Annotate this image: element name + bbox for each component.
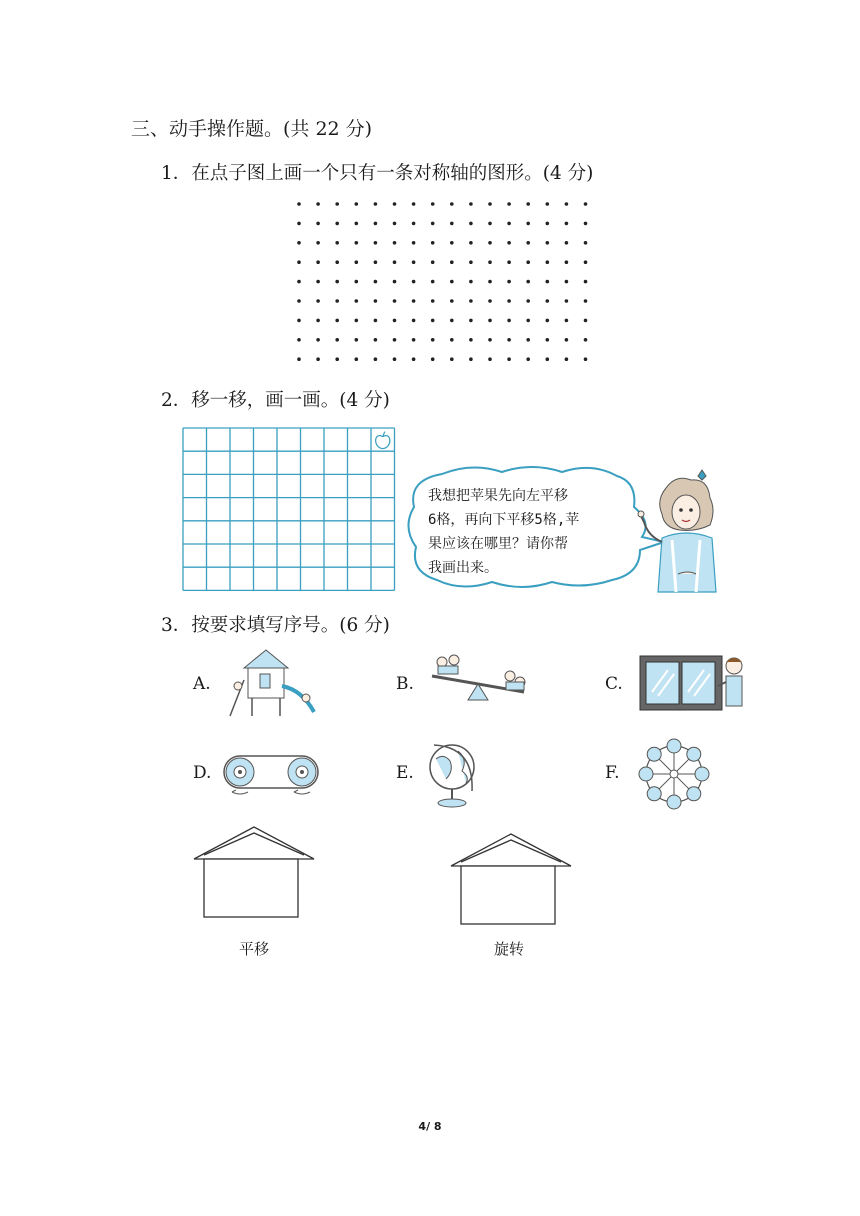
grid-dot [431,299,435,303]
wheel-cabin [639,767,653,781]
page-number: 4/ 8 [418,1120,442,1133]
grid-dot [565,357,569,361]
grid-dot [355,338,359,342]
grid-dot [546,260,550,264]
wheel-cabin [667,795,681,809]
grid-dot [412,222,416,226]
grid-dot [393,338,397,342]
grid-dot [507,241,511,245]
grid-dot [526,357,530,361]
grid-dot [450,299,454,303]
grid-dot [412,319,416,323]
grid-dot [374,299,378,303]
grid-dot [374,222,378,226]
girl-icon [636,470,721,595]
grid-dot [316,260,320,264]
grid-dot [393,222,397,226]
option-a-label: A. [193,674,211,694]
belt-pulley-icon [222,748,332,798]
grid-dot [355,241,359,245]
grid-dot [335,357,339,361]
grid-dot [507,280,511,284]
grid-dot [469,222,473,226]
wheel-cabin [687,787,701,801]
grid-dot [565,241,569,245]
grid-dot [412,338,416,342]
grid-dot [546,338,550,342]
seesaw-icon [428,652,528,712]
grid-dot [507,319,511,323]
grid-dot [335,280,339,284]
grid-dot [469,202,473,206]
grid-dot [488,299,492,303]
wheel-cabin [647,787,661,801]
grid-dot [316,202,320,206]
grid-dot [374,319,378,323]
grid-dot [355,299,359,303]
question-3-text: 3．按要求填写序号。(6 分) [161,615,390,636]
grid-dot [450,241,454,245]
grid-dot [507,222,511,226]
grid-dot [316,338,320,342]
grid-dot [393,202,397,206]
question-1-text: 1．在点子图上画一个只有一条对称轴的图形。(4 分) [161,163,594,184]
grid-dot [431,241,435,245]
grid-dot [374,338,378,342]
option-f-label: F. [605,763,620,783]
grid-dot [565,299,569,303]
bubble-text [428,484,579,580]
grid-dot [393,299,397,303]
grid-dot [335,338,339,342]
grid-dot [450,222,454,226]
grid-dot [469,319,473,323]
grid-dot [374,280,378,284]
grid-dot [355,222,359,226]
grid-dot [584,241,588,245]
grid-dot [584,338,588,342]
grid-dot [546,319,550,323]
grid-dot [297,319,301,323]
grid-dot [507,357,511,361]
grid-dot [355,357,359,361]
grid-dot [431,260,435,264]
grid-dot [469,357,473,361]
square-grid[interactable] [182,427,402,597]
grid-dot [412,260,416,264]
grid-dot [565,338,569,342]
grid-dot [584,319,588,323]
section-title: 三、动手操作题。(共 22 分) [131,118,373,140]
grid-dot [526,241,530,245]
grid-dot [393,357,397,361]
grid-dot [526,338,530,342]
sliding-window-icon [638,652,753,714]
grid-dot [335,299,339,303]
grid-dot [297,357,301,361]
grid-dot [546,202,550,206]
grid-dot [526,280,530,284]
globe-icon [424,737,484,809]
grid-dot [488,222,492,226]
grid-dot [488,319,492,323]
grid-dot [526,299,530,303]
grid-dot [546,299,550,303]
grid-dot [431,338,435,342]
grid-dot [507,338,511,342]
grid-dot [412,280,416,284]
grid-dot [355,319,359,323]
grid-dot [507,299,511,303]
grid-dot [488,338,492,342]
grid-dot [526,202,530,206]
grid-dot [297,299,301,303]
grid-dot [297,222,301,226]
grid-dot [431,202,435,206]
grid-dot [546,222,550,226]
grid-dot [565,260,569,264]
grid-dot [488,260,492,264]
grid-dot [469,241,473,245]
grid-dot [584,222,588,226]
grid-dot [546,280,550,284]
grid-dot [412,357,416,361]
grid-dot [393,241,397,245]
grid-dot [488,280,492,284]
grid-dot [393,319,397,323]
grid-dot [297,280,301,284]
grid-dot [565,280,569,284]
bubble-line: 我画出来。 [428,560,498,576]
grid-dot [335,222,339,226]
question-2-text: 2．移一移，画一画。(4 分) [161,390,390,411]
option-d-label: D. [193,763,212,783]
grid-dot [431,319,435,323]
grid-dot [584,357,588,361]
grid-dot [526,222,530,226]
grid-dot [584,260,588,264]
grid-dot [565,319,569,323]
grid-dot [355,202,359,206]
grid-dot [450,357,454,361]
grid-dot [335,202,339,206]
grid-dot [584,280,588,284]
grid-dot [450,338,454,342]
grid-dot [584,299,588,303]
grid-dot [316,299,320,303]
bubble-line: 6格，再向下平移5格,苹 [428,512,580,528]
grid-dot [565,222,569,226]
bubble-line: 果应该在哪里？请你帮 [428,536,568,552]
grid-dot [431,280,435,284]
grid-dot [526,319,530,323]
wheel-cabin [687,747,701,761]
grid-dot [316,241,320,245]
grid-dot [450,202,454,206]
grid-dot [393,280,397,284]
grid-dot [507,260,511,264]
grid-dot [355,280,359,284]
grid-dot [393,260,397,264]
ferris-wheel-icon [634,736,718,814]
house-label-translation: 平移 [239,940,270,958]
grid-dot [412,299,416,303]
wheel-cabin [647,747,661,761]
grid-dot [469,299,473,303]
grid-dot [335,241,339,245]
grid-dot [507,202,511,206]
grid-dot [374,241,378,245]
grid-dot [297,260,301,264]
grid-dot [546,357,550,361]
grid-dot [316,222,320,226]
house-label-rotation: 旋转 [494,940,525,958]
grid-dot [412,202,416,206]
grid-dot [316,319,320,323]
dot-grid[interactable] [292,198,592,368]
grid-dot [546,241,550,245]
grid-dot [469,280,473,284]
bubble-line: 我想把苹果先向左平移 [428,488,568,504]
option-b-label: B. [396,674,414,694]
grid-dot [431,357,435,361]
grid-dot [412,241,416,245]
grid-dot [469,338,473,342]
grid-dot [450,280,454,284]
grid-dot [565,202,569,206]
option-c-label: C. [605,674,623,694]
house-translation[interactable] [192,825,317,925]
playground-slide-icon [222,646,322,718]
grid-dot [469,260,473,264]
grid-dot [584,202,588,206]
grid-dot [488,202,492,206]
grid-dot [450,319,454,323]
wheel-cabin [695,767,709,781]
grid-dot [355,260,359,264]
grid-dot [297,241,301,245]
wheel-hub [670,770,678,778]
grid-dot [335,260,339,264]
grid-dot [431,222,435,226]
grid-dot [374,260,378,264]
wheel-cabin [667,739,681,753]
option-e-label: E. [396,763,414,783]
grid-dot [374,202,378,206]
grid-dot [297,202,301,206]
grid-dot [316,357,320,361]
grid-dot [526,260,530,264]
grid-dot [335,319,339,323]
apple-icon [376,432,390,449]
grid-dot [488,357,492,361]
grid-dot [450,260,454,264]
grid-dot [374,357,378,361]
grid-dot [297,338,301,342]
grid-dot [316,280,320,284]
house-rotation[interactable] [449,832,574,932]
grid-dot [488,241,492,245]
